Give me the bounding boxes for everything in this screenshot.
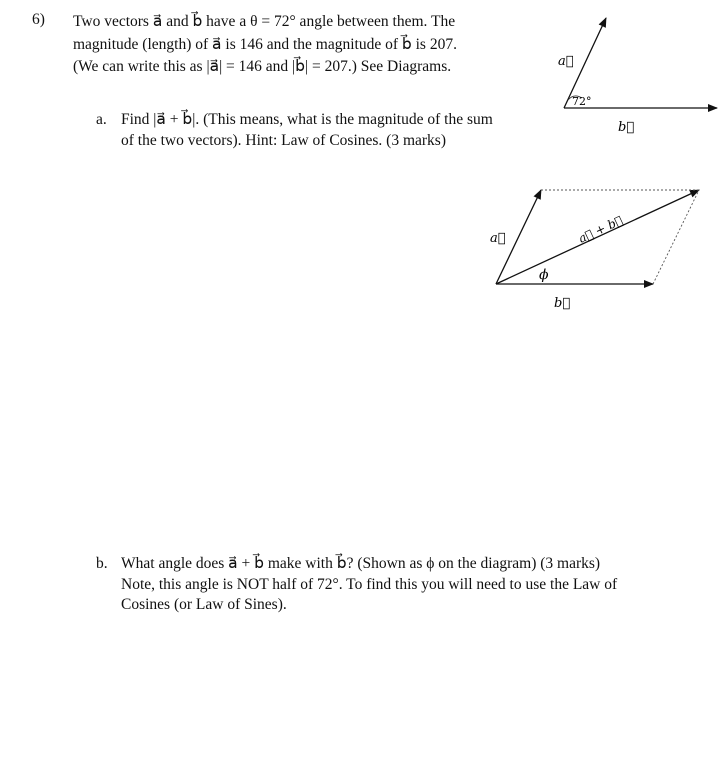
vector-a-label-2: a⃗	[490, 231, 506, 246]
phi-label: ϕ	[539, 267, 549, 283]
intro-line: (We can write this as |a⃗| = 146 and |b⃗| = 207.) See Diagrams.	[73, 58, 452, 75]
vector-b-label-2: b⃗	[554, 296, 571, 311]
angle-diagram	[558, 18, 717, 135]
parallelogram-diagram	[490, 190, 699, 311]
angle-label: 72°	[572, 95, 592, 108]
intro-line: magnitude (length) of a⃗ is 146 and the magnitude of b⃗ is 207.	[73, 35, 457, 53]
dashed-right-edge	[653, 190, 699, 284]
part-b-line: Note, this angle is NOT half of 72°. To find this you will need to use the Law of	[121, 575, 618, 593]
vector-a-label: a⃗	[558, 54, 574, 69]
vector-b-label: b⃗	[618, 120, 635, 135]
question-number: 6)	[32, 11, 45, 28]
part-b-line: Cosines (or Law of Sines).	[121, 596, 287, 613]
intro-line: Two vectors a⃗ and b⃗ have a θ = 72° angle between them. The	[73, 13, 456, 30]
part-a-label: a.	[96, 111, 107, 128]
part-b-label: b.	[96, 555, 108, 572]
resultant-label: a⃗ + b⃗	[576, 213, 625, 246]
part-a-line: Find |a⃗ + b⃗|. (This means, what is the magnitude of the sum	[121, 111, 493, 128]
part-a-line: of the two vectors). Hint: Law of Cosines. (3 marks)	[121, 131, 447, 149]
part-b-line: What angle does a⃗ + b⃗ make with b⃗? (Shown as ϕ on the diagram) (3 marks)	[121, 555, 601, 572]
